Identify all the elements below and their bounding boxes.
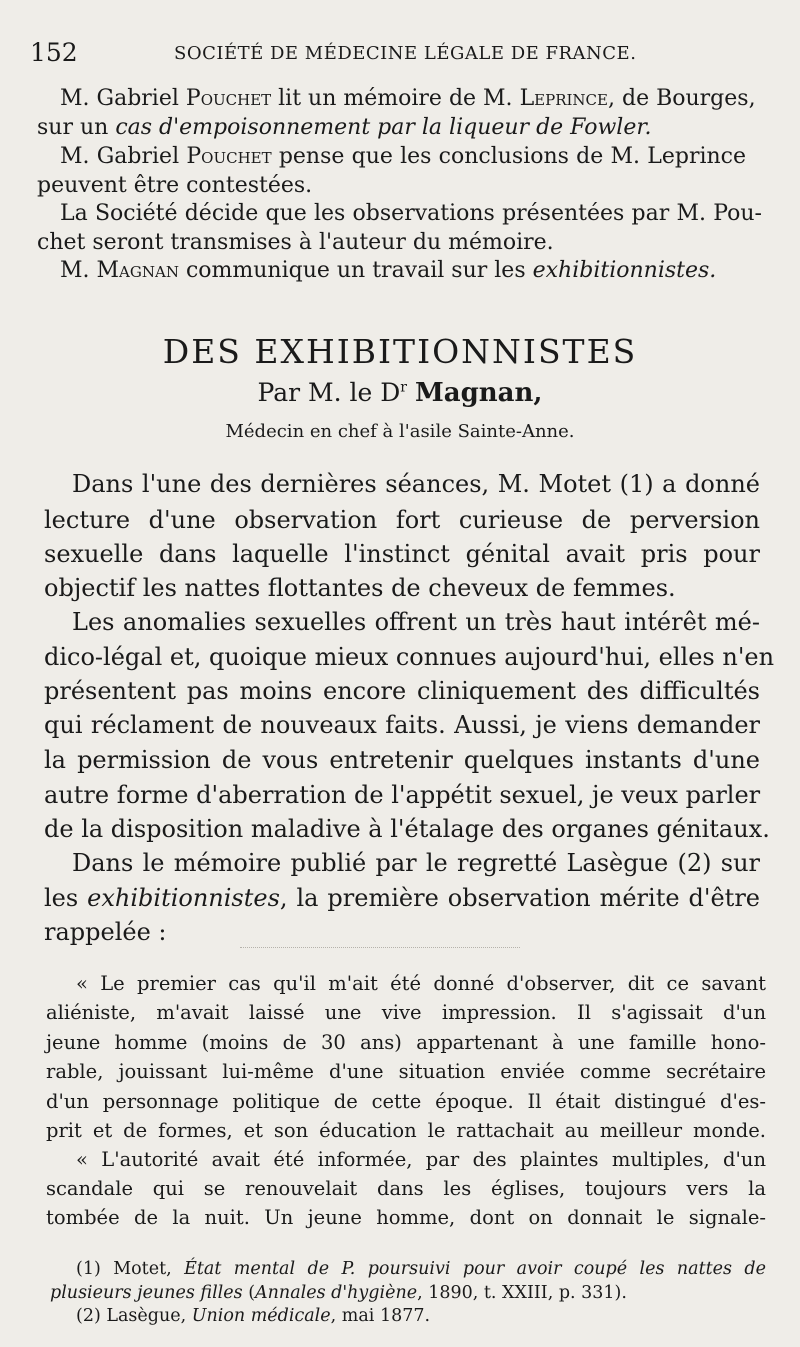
quote-line: tombée de la nuit. Un jeune homme, dont on donnait le signale- xyxy=(46,1206,766,1229)
minutes-line: chet seront transmises à l'auteur du mémoire. xyxy=(37,230,554,255)
author-role: Médecin en chef à l'asile Sainte-Anne. xyxy=(225,421,575,442)
body-line: autre forme d'aberration de l'appétit sexuel, je veux parler xyxy=(44,781,761,809)
quote-line: scandale qui se renouvelait dans les églises, toujours vers la xyxy=(46,1177,766,1200)
separator xyxy=(240,947,520,949)
body-line: sexuelle dans laquelle l'instinct génital avait pris pour xyxy=(44,540,760,568)
body-line: rappelée : xyxy=(44,918,167,946)
page-number: 152 xyxy=(30,38,78,67)
author-name: Magnan, xyxy=(414,378,543,408)
minutes-line: La Société décide que les observations présentées par M. Pou- xyxy=(60,201,762,226)
body-line: qui réclament de nouveaux faits. Aussi, je viens demander xyxy=(44,711,760,739)
quote-line: aliéniste, m'avait laissé une vive impression. Il s'agissait d'un xyxy=(46,1001,766,1024)
body-line: dico-légal et, quoique mieux connues aujourd'hui, elles n'en xyxy=(44,643,775,671)
quote-line: prit et de formes, et son éducation le rattachait au meilleur monde. xyxy=(46,1119,766,1142)
body-line: Les anomalies sexuelles offrent un très haut intérêt mé- xyxy=(72,608,760,636)
quote-line: jeune homme (moins de 30 ans) appartenant à une famille hono- xyxy=(46,1031,766,1054)
quote-line: d'un personnage politique de cette époque. Il était distingué d'es- xyxy=(46,1090,766,1113)
minutes-line: sur un cas d'empoisonnement par la liqueur de Fowler. xyxy=(37,115,652,140)
body-line: lecture d'une observation fort curieuse de perversion xyxy=(44,506,760,534)
body-line: présentent pas moins encore cliniquement des difficultés xyxy=(44,677,760,705)
body-line: les exhibitionnistes, la première observation mérite d'être xyxy=(44,884,760,912)
footnote-1: (1) Motet, État mental de P. poursuivi pour avoir coupé les nattes de xyxy=(76,1259,766,1279)
article-title: DES EXHIBITIONNISTES xyxy=(162,332,638,371)
footnote-1-cont: plusieurs jeunes filles (Annales d'hygiène, 1890, t. XXIII, p. 331). xyxy=(50,1283,627,1303)
page-header xyxy=(30,38,770,68)
minutes-line: peuvent être contestées. xyxy=(37,173,313,198)
quote-line: rable, jouissant lui-même d'une situation enviée comme secrétaire xyxy=(46,1060,766,1083)
body-line: de la disposition maladive à l'étalage des organes génitaux. xyxy=(44,815,770,843)
body-line: Dans le mémoire publié par le regretté Lasègue (2) sur xyxy=(72,849,760,877)
minutes-line: M. Magnan communique un travail sur les exhibitionnistes. xyxy=(60,258,717,283)
minutes-line: M. Gabriel Pouchet pense que les conclusions de M. Leprince xyxy=(60,144,747,169)
body-line: la permission de vous entretenir quelques instants d'une xyxy=(44,746,760,774)
footnote-2: (2) Lasègue, Union médicale, mai 1877. xyxy=(76,1306,431,1326)
article-byline: Par M. le $D^r$ Magnan, xyxy=(257,378,543,408)
quote-line: « Le premier cas qu'il m'ait été donné d'observer, dit ce savant xyxy=(76,972,766,995)
running-title: SOCIÉTÉ DE MÉDECINE LÉGALE DE FRANCE. xyxy=(174,43,637,64)
quote-line: « L'autorité avait été informée, par des plaintes multiples, d'un xyxy=(76,1148,766,1171)
body-line: objectif les nattes flottantes de cheveux de femmes. xyxy=(44,574,676,602)
minutes-line: M. Gabriel Pouchet lit un mémoire de M. Leprince, de Bourges, xyxy=(60,86,756,111)
body-line: Dans l'une des dernières séances, M. Motet (1) a donné xyxy=(72,470,760,498)
